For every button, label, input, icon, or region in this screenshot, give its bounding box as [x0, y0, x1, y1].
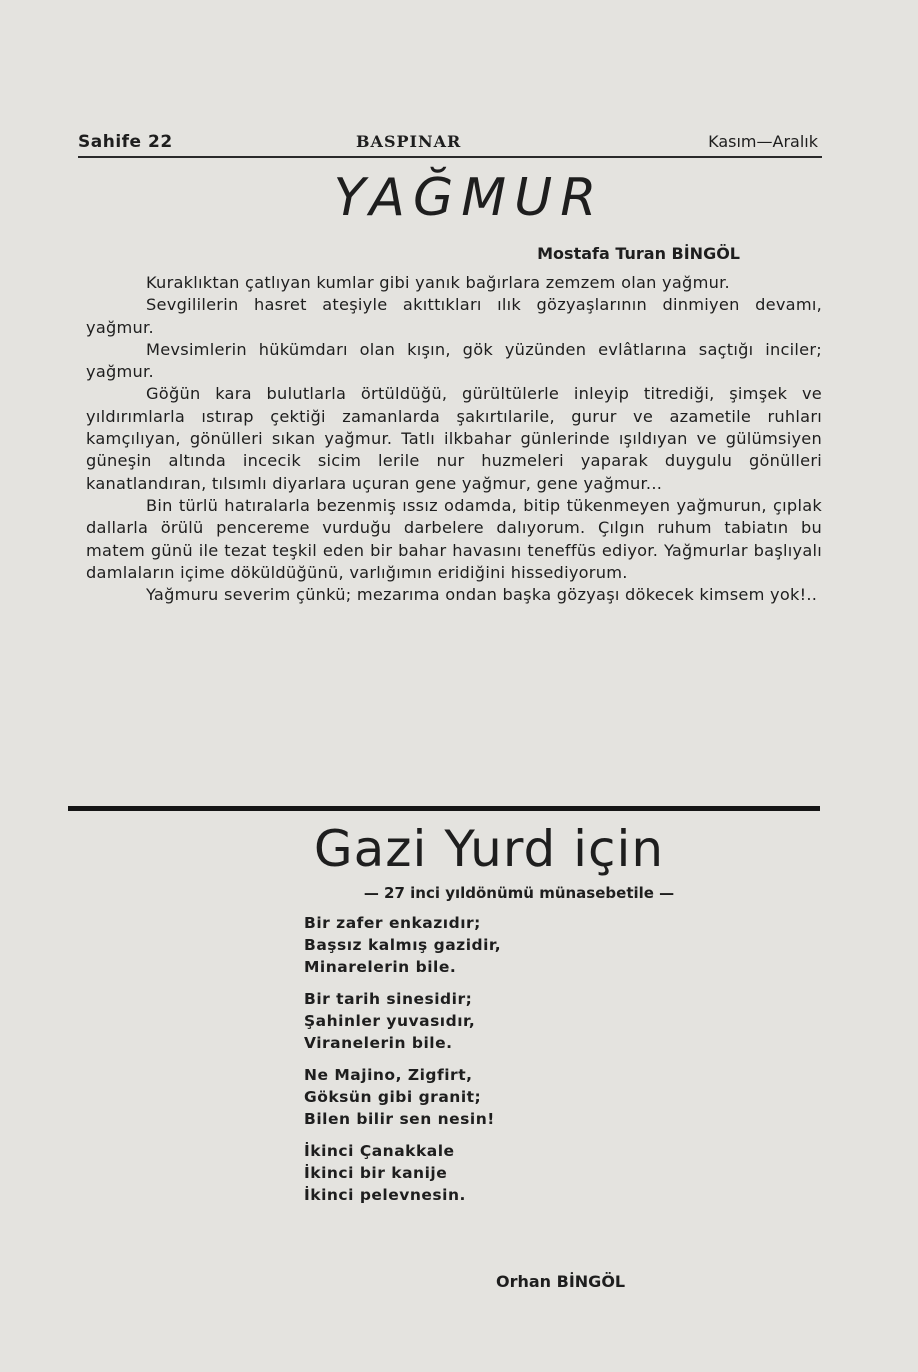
- issue-date: Kasım—Aralık: [708, 132, 818, 151]
- poem-stanza: [304, 1064, 724, 1130]
- header-rule: [78, 156, 822, 158]
- article-body: [86, 272, 822, 606]
- paragraph: Bin türlü hatıralarla bezenmiş ıssız odamda, bitip tükenmeyen yağmurun, çıplak dallarla örülü pencereme vurduğu darbelere dalıyorum. Çılgın ruhum tabiatın bu matem günü ile tezat teşkil eden bir bahar havasını teneffüs ediyor. Yağmurlar başlıyalı damlaların içime döküldüğünü, varlığımın eridiğini hissediyorum.: [86, 495, 822, 582]
- poem-line: Minarelerin bile.: [304, 958, 457, 976]
- poem-line: Bir tarih sinesidir;: [304, 990, 473, 1008]
- poem-line: İkinci pelevnesin.: [304, 1186, 466, 1204]
- poem-line: Başsız kalmış gazidir,: [304, 936, 502, 954]
- paragraph: Kuraklıktan çatlıyan kumlar gibi yanık bağırlara zemzem olan yağmur.: [146, 273, 730, 292]
- page-number: Sahife 22: [78, 132, 173, 152]
- section-divider: [68, 806, 820, 811]
- poem-line: Ne Majino, Zigfirt,: [304, 1066, 473, 1084]
- paragraph: Yağmuru severim çünkü; mezarıma ondan başka gözyaşı dökecek kimsem yok!..: [146, 585, 818, 605]
- poem-body: [304, 912, 724, 1216]
- poem-line: Bir zafer enkazıdır;: [304, 914, 481, 932]
- magazine-name: BASPINAR: [356, 132, 462, 151]
- poem-stanza: [304, 988, 724, 1054]
- poem-author: Orhan BİNGÖL: [496, 1272, 626, 1291]
- poem-line: İkinci bir kanije: [304, 1164, 448, 1182]
- poem-title: Gazi Yurd için: [313, 820, 665, 878]
- page-header: [78, 128, 822, 156]
- paragraph: Mevsimlerin hükümdarı olan kışın, gök yüzünden evlâtlarına saçtığı inciler; yağmur.: [86, 339, 822, 382]
- article-title: YAĞMUR: [333, 168, 605, 228]
- poem-line: Bilen bilir sen nesin!: [304, 1110, 495, 1128]
- paragraph: Sevgililerin hasret ateşiyle akıttıkları ılık gözyaşlarının dinmiyen devamı, yağmur.: [86, 295, 822, 337]
- poem-stanza: [304, 1140, 724, 1206]
- poem-subtitle: — 27 inci yıldönümü münasebetile —: [363, 884, 675, 902]
- poem-line: İkinci Çanakkale: [304, 1142, 455, 1160]
- poem-line: Göksün gibi granit;: [304, 1088, 482, 1106]
- article-author: Mostafa Turan BİNGÖL: [537, 244, 740, 263]
- poem-line: Viranelerin bile.: [304, 1034, 453, 1052]
- poem-stanza: [304, 912, 724, 978]
- poem-line: Şahinler yuvasıdır,: [304, 1012, 476, 1030]
- paragraph: Göğün kara bulutlarla örtüldüğü, gürültülerle inleyip titrediği, şimşek ve yıldırımlarla ıstırap çektiği zamanlarda şakırtılarile, gurur ve azametile ruhları kamçılıyan, gönülleri sıkan yağmur. Tatlı ilkbahar günlerinde ışıldıyan ve gülümsiyen güneşin altında incecik sicim lerile nur huzmeleri yaparak duygulu gönülleri kanatlandıran, tılsımlı diyarlara uçuran gene yağmur, gene yağmur...: [86, 384, 822, 493]
